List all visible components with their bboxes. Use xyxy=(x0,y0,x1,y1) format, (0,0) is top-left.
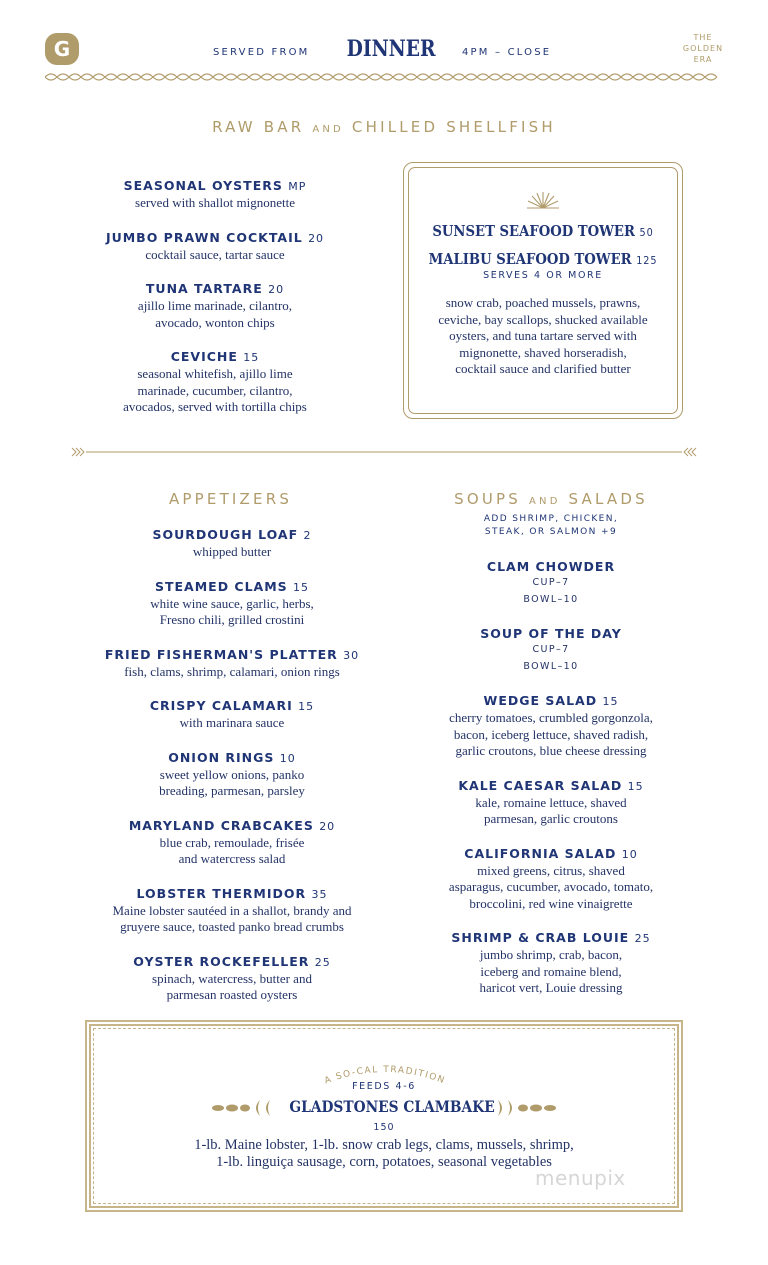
item-description: whipped butter xyxy=(192,544,272,559)
item-price: 30 xyxy=(343,648,360,662)
item-description: mixed greens, citrus, shaved asparagus, cucumber, avocado, tomato, broccolini, red wine vinaigrette xyxy=(448,862,654,911)
soups-salads-title xyxy=(410,490,692,508)
item-name: OYSTER ROCKEFELLER xyxy=(133,953,310,969)
clambake-feeds: FEEDS 4-6 xyxy=(352,1081,416,1092)
item-description: jumbo shrimp, crab, bacon, iceberg and romaine blend, haricot vert, Louie dressing xyxy=(479,947,623,995)
item-price: 20 xyxy=(308,231,325,245)
appetizers-list xyxy=(70,526,394,1021)
hours-label: 4PM – CLOSE xyxy=(462,47,552,58)
soups-title-a: SOUPS xyxy=(454,490,529,508)
tower-name: SUNSET SEAFOOD TOWER xyxy=(432,222,635,240)
item-description: white wine sauce, garlic, herbs, Fresno chili, grilled crostini xyxy=(150,595,314,627)
item-price: 15 xyxy=(602,695,619,708)
brand-line-1: THE xyxy=(693,33,713,42)
clambake-description: 1-lb. Maine lobster, 1-lb. snow crab legs, clams, mussels, shrimp, 1-lb. linguiça sausage, corn, potatoes, seasonal vegetables xyxy=(194,1137,574,1170)
tower-price: 125 xyxy=(636,254,658,267)
item-name: SHRIMP & CRAB LOUIE xyxy=(451,930,630,945)
tower-serves: SERVES 4 OR MORE xyxy=(483,270,603,281)
tower-price: 50 xyxy=(639,226,654,239)
menu-item xyxy=(70,885,394,936)
logo-badge: G xyxy=(45,33,79,65)
item-price: 10 xyxy=(279,751,296,765)
item-name: LOBSTER THERMIDOR xyxy=(136,885,307,901)
brand-wordmark xyxy=(675,32,731,65)
item-description: spinach, watercress, butter and parmesan roasted oysters xyxy=(152,970,312,1002)
menu-item xyxy=(70,749,394,800)
item-name: KALE CAESAR SALAD xyxy=(458,777,623,793)
item-name: SOUP OF THE DAY xyxy=(480,626,622,641)
add-protein-note xyxy=(410,513,692,539)
leaf-ornament-left-icon xyxy=(212,1098,278,1118)
leaf-ornament-right-icon xyxy=(490,1098,556,1118)
menu-item xyxy=(70,526,394,561)
item-name: ONION RINGS xyxy=(168,749,275,765)
item-description: with marinara sauce xyxy=(179,715,285,730)
soups-title-amp: AND xyxy=(528,496,561,507)
item-description: blue crab, remoulade, frisée and watercress salad xyxy=(159,834,305,866)
item-name: JUMBO PRAWN COCKTAIL xyxy=(105,229,303,245)
item-name: STEAMED CLAMS xyxy=(154,578,288,594)
page-title: DINNER xyxy=(346,36,436,62)
item-description: cherry tomatoes, crumbled gorgonzola, bacon, iceberg lettuce, shaved radish, garlic croutons, blue cheese dressing xyxy=(449,710,653,758)
item-description: kale, romaine lettuce, shaved parmesan, garlic croutons xyxy=(475,794,627,826)
item-price: 35 xyxy=(311,887,328,901)
item-name: CALIFORNIA SALAD xyxy=(464,845,617,861)
item-price: 20 xyxy=(319,819,336,833)
item-description: seasonal whitefish, ajillo lime marinade, cucumber, cilantro, avocados, served with tortilla chips xyxy=(123,366,307,414)
appetizers-title: APPETIZERS xyxy=(168,490,293,508)
note-line-2: STEAK, OR SALMON +9 xyxy=(484,527,618,537)
note-line-1: ADD SHRIMP, CHICKEN, xyxy=(483,514,619,524)
item-description: CUP–7 BOWL–10 xyxy=(523,577,579,605)
menu-item xyxy=(90,177,340,212)
menu-item xyxy=(410,929,692,997)
tower-name: MALIBU SEAFOOD TOWER xyxy=(428,250,632,268)
raw-bar-title-b: CHILLED SHELLFISH xyxy=(343,118,556,136)
clambake-name: GLADSTONES CLAMBAKE xyxy=(289,1097,495,1116)
item-price: 15 xyxy=(627,779,644,793)
item-name: SOURDOUGH LOAF xyxy=(152,527,299,542)
item-price: 15 xyxy=(243,351,260,364)
item-description: sweet yellow onions, panko breading, parmesan, parsley xyxy=(159,766,305,798)
item-price: 25 xyxy=(634,932,651,945)
arrow-divider xyxy=(70,446,698,458)
item-price: 15 xyxy=(298,700,315,713)
item-name: CEVICHE xyxy=(170,349,238,364)
wave-divider xyxy=(45,70,723,84)
served-from-label: SERVED FROM xyxy=(213,47,310,58)
raw-bar-title-amp: AND xyxy=(312,124,344,135)
sunburst-icon xyxy=(525,190,561,210)
item-price: 15 xyxy=(293,580,310,594)
raw-bar-title xyxy=(150,118,618,136)
item-price: MP xyxy=(288,180,307,193)
item-name: CRISPY CALAMARI xyxy=(149,698,293,713)
item-description: cocktail sauce, tartar sauce xyxy=(145,246,285,262)
menu-item xyxy=(70,953,394,1004)
tower-content xyxy=(408,222,678,378)
menu-item xyxy=(70,697,394,732)
menu-item xyxy=(410,625,692,675)
item-price: 10 xyxy=(621,847,638,861)
raw-bar-title-a: RAW BAR xyxy=(212,118,313,136)
item-price: 20 xyxy=(268,283,285,296)
item-description: served with shallot mignonette xyxy=(135,195,295,210)
item-name: SEASONAL OYSTERS xyxy=(123,178,283,193)
menu-item xyxy=(410,845,692,913)
brand-line-2: GOLDEN xyxy=(682,44,724,53)
item-description: fish, clams, shrimp, calamari, onion rings xyxy=(124,663,340,679)
menu-item xyxy=(410,558,692,608)
brand-line-3: ERA xyxy=(693,55,713,64)
menu-item xyxy=(70,578,394,629)
item-name: MARYLAND CRABCAKES xyxy=(128,817,314,833)
menu-item xyxy=(90,280,340,331)
watermark: menupix xyxy=(535,1166,626,1190)
tower-description: snow crab, poached mussels, prawns, ceviche, bay scallops, shucked available oysters, and tuna tartare served with mignonette, shaved horseradish, cocktail sauce and clarified butter xyxy=(438,295,648,376)
item-name: FRIED FISHERMAN'S PLATTER xyxy=(104,646,338,662)
clambake-price: 150 xyxy=(373,1122,395,1133)
item-price: 2 xyxy=(303,529,312,542)
menu-item xyxy=(90,348,340,416)
clambake-tradition: A SO-CAL TRADITION xyxy=(323,1064,447,1087)
item-name: WEDGE SALAD xyxy=(483,693,598,708)
raw-bar-list xyxy=(90,177,340,433)
menu-item xyxy=(70,817,394,868)
soups-salads-list xyxy=(410,558,692,1014)
menu-item xyxy=(90,229,340,264)
soups-title-b: SALADS xyxy=(560,490,648,508)
menu-item xyxy=(70,646,394,681)
item-description: ajillo lime marinade, cilantro, avocado, wonton chips xyxy=(137,298,293,330)
item-description: Maine lobster sautéed in a shallot, brandy and gruyere sauce, toasted panko bread crumbs xyxy=(112,902,352,934)
menu-item xyxy=(410,777,692,828)
item-name: CLAM CHOWDER xyxy=(486,559,616,574)
menu-item xyxy=(410,692,692,760)
item-name: TUNA TARTARE xyxy=(145,281,263,296)
item-description: CUP–7 BOWL–10 xyxy=(523,644,579,672)
tower-item-malibu xyxy=(424,250,662,268)
tower-item-sunset xyxy=(424,222,662,240)
item-price: 25 xyxy=(314,955,331,969)
